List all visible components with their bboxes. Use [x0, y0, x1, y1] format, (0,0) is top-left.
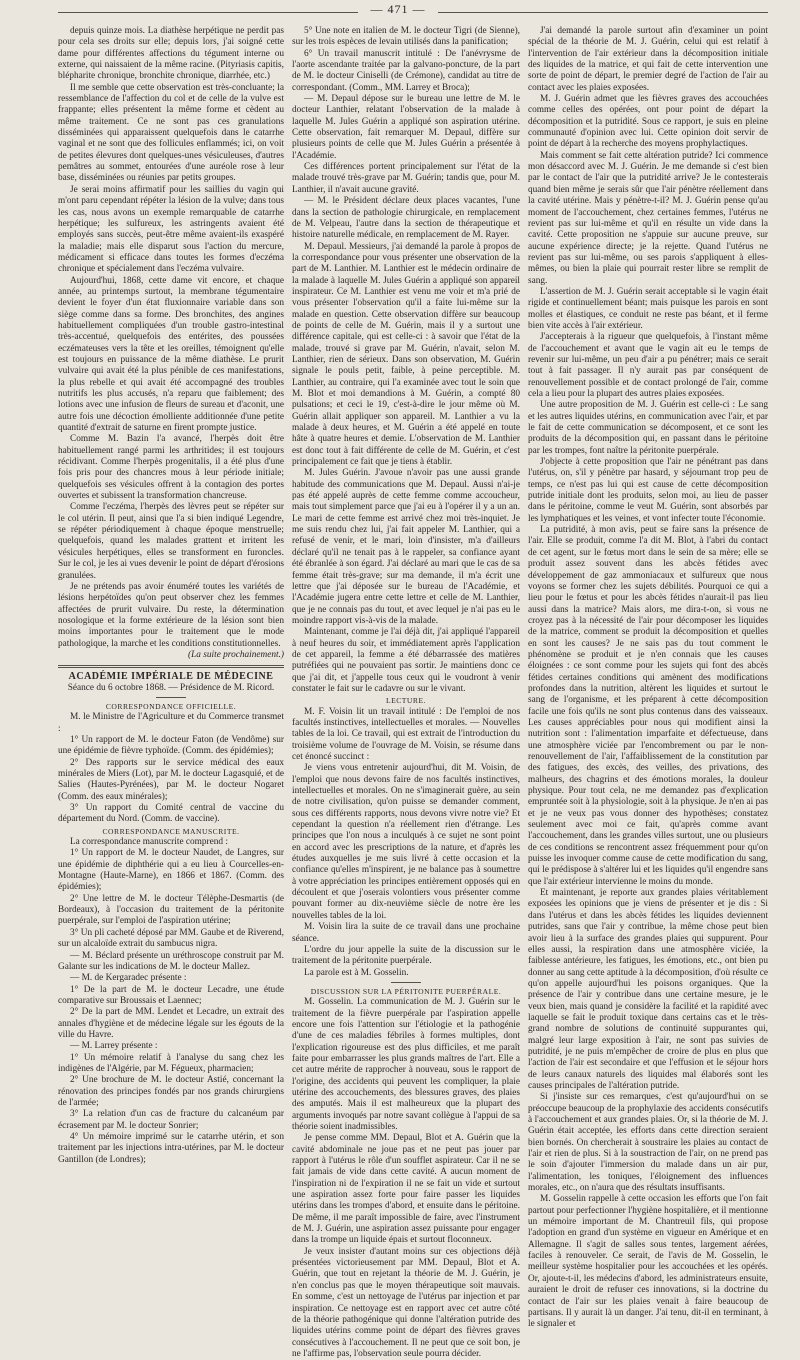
official-correspondence-items [58, 712, 284, 825]
correspondence-item: — M. Béclard présente un uréthroscope construit par M. Galante sur les indications de M. le docteur Mallez. [58, 950, 284, 972]
paragraph: Je ne prétends pas avoir énuméré toutes les variétés de lésions herpétoïdes qu'on peut observer chez les femmes affectées de prurit vulvaire. Du reste, la détermination nosologique et la forme extérieure de la lésion sont bien moins importantes pour le traitement que le mode pathologique, la marche et les conditions constitutionnelles. [58, 581, 284, 649]
paragraph: Comme l'eczéma, l'herpès des lèvres peut se répéter sur le col utérin. Il peut, ainsi que l'a si bien indiqué Legendre, se répéter périodiquement à chaque époque menstruelle; quelquefois, quand les malades grattent et irritent les vésicules herpétiques, elles se transforment en furoncles. Sur le col, je les ai vues devenir le point de départ d'érosions granulées. [58, 502, 284, 581]
paragraph: — M. le Président déclare deux places vacantes, l'une dans la section de pathologie chirurgicale, en remplacement de M. Velpeau, l'autre dans la section de thérapeutique et histoire naturelle médicale, en remplacement de M. Rayer. [292, 196, 520, 241]
paragraph: M. Voisin lira la suite de ce travail dans une prochaine séance. [292, 922, 520, 944]
paragraph: Maintenant, comme je l'ai déjà dit, j'ai appliqué l'appareil à neuf heures du soir, et immédiatement après l'application de cet appareil, la femme a été débarrassée des matières putréfiées qui ne pouvaient pas sortir. Je maintiens donc ce que j'ai dit, et j'appelle tous ceux qui le voudront à venir constater le fait sur le cadavre ou sur le vivant. [292, 627, 520, 694]
session-line: Séance du 6 octobre 1868. — Présidence de M. Ricord. [67, 682, 275, 693]
correspondence-item: 2° Une brochure de M. le docteur Astié, concernant la rénovation des principes fondés par nos grands chirurgiens de l'armée; [58, 1075, 284, 1108]
paragraph: depuis quinze mois. La diathèse herpétique ne perdit pas pour cela ses droits sur elle; depuis lors, j'ai soigné cette dame pour différentes affections du tégument interne ou externe, qui naissaient de la même racine. (Pityriasis capitis, blépharite chronique, bronchite chronique, diarrhée, etc.) [58, 26, 284, 82]
correspondence-item: 2° De la part de MM. Lendet et Lecadre, un extrait des annales d'hygiène et de médecine légale sur les égouts de la ville du Havre. [58, 1007, 284, 1040]
paragraph: La parole est à M. Gosselin. [304, 967, 409, 978]
paragraph: Je serai moins affirmatif pour les saillies du vagin qui m'ont paru cependant répéter la lésion de la vulve; dans tous les cas, nous avons un exemple remarquable de catarrhe herpétique; les sulfureux, les astringents avaient été employés sans succès, peut-être même avaient-ils exaspéré la maladie; mais elle disparut sous l'action du mercure, médicament si efficace dans toutes les formes d'eczéma chronique et spécialement dans l'eczéma vulvaire. [58, 184, 284, 275]
correspondence-item: 2° Des rapports sur le service médical des eaux minérales de Miers (Lot), par M. le docteur Lagasquié, et de Salies (Hautes-Pyrénées), par M. le docteur Nogaret (Comm. des eaux minérales); [58, 757, 284, 802]
correspondence-item: La correspondance manuscrite comprend : [70, 837, 228, 848]
paragraph: J'accepterais à la rigueur que quelquefois, à l'instant même de l'accouchement et avant que le vagin ait eu le temps de revenir sur lui-même, un peu d'air a pu pénétrer; mais ce serait tout à fait passager. Il n'y aurait pas par conséquent de renouvellement possible et de contact prolongé de l'air, comme cela a lieu pour la plupart des autres plaies exposées. [528, 332, 768, 399]
paragraph: Je viens vous entretenir aujourd'hui, dit M. Voisin, de l'emploi que nous devons faire de nos facultés instinctives, intellectuelles et morales. On ne s'imaginerait guère, au sein de notre civilisation, qu'on puisse se demander comment, sous ces différents rapports, nous devons vivre notre vie? Et cependant la question n'a réellement rien d'étrange. Les principes que l'on nous a inculqués à ce sujet ne sont point en accord avec les prescriptions de la nature, et d'après les études auxquelles je me suis livré à cette occasion et la confiance qu'elles m'inspirent, je ne balance pas à soumettre à votre appréciation les principes entièrement opposés qui en découlent et que j'oserais volontiers vous présenter comme pouvant former au dix-neuvième siècle de notre ère les nouvelles tables de la loi. [292, 763, 520, 921]
section-divider [58, 665, 284, 668]
manuscript-correspondence-heading: CORRESPONDANCE MANUSCRITE. [102, 826, 240, 836]
discussion-paragraphs [292, 997, 520, 1360]
page-number: — 471 — [370, 2, 426, 16]
column-1-paragraphs [58, 26, 284, 650]
paragraph: Je pense comme MM. Depaul, Blot et A. Guérin que la cavité abdominale ne joue pas et ne peut pas jouer par rapport à l'utérus le rôle d'un soufflet aspirateur. Car il ne se fait jamais de vide dans cette cavité. A aucun moment de l'inspiration ni de l'expiration il ne se fait un vide et surtout une aspiration assez forte pour faire passer les liquides utérins dans les trompes d'abord, et ensuite dans le péritoine. De même, il me paraît impossible de faire, avec l'instrument de M. J. Guérin, une aspiration assez puissante pour engager dans la trompe un liquide épais et surtout floconneux. [292, 1133, 520, 1246]
correspondence-item: 1° Un rapport de M. le docteur Faton (de Vendôme) sur une épidémie de fièvre typhoïde. (Comm. des épidémies); [58, 734, 284, 757]
correspondence-item: 3° Un rapport du Comité central de vaccine du département du Nord. (Comm. de vaccine). [58, 803, 284, 825]
short-divider [391, 982, 421, 983]
paragraph: Aujourd'hui, 1868, cette dame vit encore, et chaque année, au printemps surtout, la membrane tégumentaire devient le foyer d'un état fluxionnaire variable dans son siège comme dans sa forme. Des bronchites, des angines habituellement compliquées d'un trouble gastro-intestinal très-accentué, quelquefois des entérites, des poussées eczémateuses vers la tête et les oreilles, témoignent qu'elle est toujours en puissance de la même diathèse. Le prurit vulvaire qui avait été la plus pénible de ces manifestations, la plus rebelle et qui avait été accompagné des troubles nutritifs les plus accusés, n'a reparu que faiblement; des lotions avec une infusion de fleurs de sureau et d'aconit, une autre fois une décoction émolliente additionnée d'une petite quantité d'extrait de saturne en firent prompte justice. [58, 275, 284, 434]
paragraph: M. Depaul. Messieurs, j'ai demandé la parole à propos de la correspondance pour vous présenter une observation de la part de M. Lanthier. M. Lanthier est le médecin ordinaire de la malade à laquelle M. Jules Guérin a appliqué son appareil inspirateur. Ce M. Lanthier est venu me voir et m'a prié de vous présenter l'observation qu'il a faite lui-même sur la malade en question. Cette observation diffère sur beaucoup de points de celle de M. Guérin, mais il y a surtout une différence capitale, qui est celle-ci : à savoir que l'état de la malade, trouvé si grave par M. Guérin, n'avait, selon M. Lanthier, rien de sérieux. Dans son observation, M. Guérin signale le pouls petit, faible, à peine perceptible. M. Lanthier, au contraire, qui l'a examinée avec tout le soin que M. Blot et moi demandions à M. Guérin, a compté 80 pulsations; et ceci le 19, c'est-à-dire le jour même où M. Guérin allait appliquer son appareil. M. Lanthier a vu la malade à deux heures, et M. Guérin a été appelé en toute hâte à quatre heures et demie. L'observation de M. Lanthier est donc tout à fait différente de celle de M. Guérin, et c'est principalement ce fait que je tiens à établir. [292, 241, 520, 468]
paragraph: Je veux insister d'autant moins sur ces objections déjà présentées victorieusement par MM. Depaul, Blot et A. Guérin, que tout en rejetant la théorie de M. J. Guérin, je n'en conclus pas que le moyen thérapeutique soit mauvais. En somme, c'est un nettoyage de l'utérus par injection et par inspiration. Ce nettoyage est en rapport avec cet autre côté de la théorie pathogénique qui donne l'altération putride des liquides utérins comme point de départ des fièvres graves consécutives à l'accouchement. Il ne peut que ce soit bon, je ne l'affirme pas, l'observation seule pourra décider. [292, 1246, 520, 1359]
paragraph: 5° Une note en italien de M. le docteur Tigri (de Sienne), sur les trois espèces de levain utilisés dans la panification; [292, 26, 520, 48]
paragraph: L'assertion de M. J. Guérin serait acceptable si le vagin était rigide et continuellement béant; mais puisque les parois en sont molles et élastiques, ce conduit ne reste pas béant, et il ferme bien vite accès à l'air extérieur. [528, 286, 768, 331]
paragraph: M. F. Voisin lit un travail intitulé : De l'emploi de nos facultés instinctives, intellectuelles et morales. — Nouvelles tables de la loi. Ce travail, qui est extrait de l'introduction du troisième volume de l'ouvrage de M. Voisin, se résume dans cet énoncé succinct : [292, 706, 520, 762]
column-1 [58, 26, 284, 1165]
lecture-paragraphs [292, 707, 520, 979]
header-rule-right [438, 12, 768, 13]
lecture-heading: LECTURE. [385, 696, 427, 706]
paragraph: La putridité, à mon avis, peut se faire sans la présence de l'air. Elle se produit, comme l'a dit M. Blot, à l'abri du contact de cet agent, sur le fœtus mort dans le sein de sa mère; elle se produit assez souvent dans les abcès fétides avec développement de gaz ammoniacaux et sulfureux que nous voyons se former chez les sujets débilités. Pourquoi ce qui a lieu pour le fœtus et pour les abcès fétides n'aurait-il pas lieu aussi dans la matrice? Mais alors, me dira-t-on, si vous ne croyez pas à la nécessité de l'air pour décomposer les liquides de la matrice, comment se produit la décomposition et quelles en sont les causes? Je ne sais pas du tout comment le phénomène se produit et je n'en connais que les causes éloignées : ce sont comme pour les sujets qui font des abcès fétides certaines conditions qui amènent des modifications profondes dans la nutrition, altèrent les liquides et surtout le sang de l'organisme, et les préparent à cette décomposition facile une fois qu'ils ne sont plus contenus dans des vaisseaux. Les causes appréciables pour nous qui modifient ainsi la nutrition sont : l'alimentation imparfaite et défectueuse, dans une atmosphère viciée par l'encombrement ou par le non-renouvellement de l'air, l'affaiblissement de la constitution par des fatigues, des excès, des veilles, des privations, des malheurs, des chagrins et des émotions morales, la douleur physique. Pour tout cela, ne me demandez pas d'explication empruntée soit à la physiologie, soit à la physique. Je n'en ai pas et je ne veux pas vous donner des hypothèses; constatez seulement avec moi ce fait, qu'après comme avant l'accouchement, dans les grandes villes surtout, une ou plusieurs de ces conditions se rencontrent assez fréquemment pour qu'on puisse les invoquer comme cause de cette modification du sang, qui le prédispose à s'altérer lui et les liquides qu'il engendre sans que l'air extérieur intervienne le moins du monde. [528, 525, 768, 887]
correspondence-item: 1° Un rapport de M. le docteur Naudet, de Langres, sur une épidémie de diphthérie qui a eu lieu à Courcelles-en-Montagne (Haute-Marne), en 1866 et 1867. (Comm. des épidémies); [58, 848, 284, 893]
official-correspondence-heading: CORRESPONDANCE OFFICIELLE. [105, 701, 237, 711]
column-3-paragraphs [528, 26, 768, 1331]
correspondence-item: — M. de Kergaradec présente : [70, 973, 187, 984]
paragraph: J'objecte à cette proposition que l'air ne pénétrant pas dans l'utérus, on, s'il y pénètre par hasard, y séjournant trop peu de temps, ce n'est pas lui qui est cause de cette décomposition putride initiale dont les produits, selon moi, au lieu de passer dans le péritoine, comme le veut M. Guérin, sont absorbés par les lymphatiques et les veines, et vont infecter toute l'économie. [528, 457, 768, 524]
correspondence-item: 1° Un mémoire relatif à l'analyse du sang chez les indigènes de l'Algérie, par M. Fégueux, pharmacien; [58, 1052, 284, 1074]
paragraph: J'ai demandé la parole surtout afin d'examiner un point spécial de la théorie de M. J. Guérin, celui qui est relatif à l'intervention de l'air extérieur dans la décomposition initiale des liquides de la matrice, et qui fait de cette intervention une sorte de point de départ, le premier degré de l'action de l'air au contact avec les plaies exposées. [528, 26, 768, 93]
paragraph: Et maintenant, je reporte aux grandes plaies véritablement exposées les opinions que je viens de présenter et je dis : Si dans l'utérus et dans les abcès fétides les liquides deviennent putrides, sans que l'air y contribue, la même chose peut bien avoir lieu à la surface des grandes plaies qui suppurent. Pour elles aussi, la respiration dans une atmosphère viciée, la faiblesse antérieure, les fatigues, les émotions, etc., ont bien pu donner au sang cette aptitude à la décomposition, d'où résulte ce qu'on appelle aujourd'hui les poisons organiques. Que la présence de l'air y contribue dans une certaine mesure, je le veux bien, mais quand je considère la facilité et la rapidité avec laquelle se fait le produit toxique dans certains cas et le très-grand nombre de solutions de continuité suppurantes qui, malgré leur large exposition à l'air, ne sont pas suivies de putridité, je ne puis m'empêcher de croire de plus en plus que l'action de l'air est secondaire et que l'effusion et le séjour hors de leurs canaux naturels des liquides mal élaborés sont les causes principales de l'altération putride. [528, 888, 768, 1091]
paragraph: — M. Depaul dépose sur le bureau une lettre de M. le docteur Lanthier, relatant l'observation de la malade à laquelle M. Jules Guérin a appliqué son aspiration utérine. Cette observation, fait remarquer M. Depaul, diffère sur plusieurs points de celle que M. Jules Guérin a présentée à l'Académie. [292, 94, 520, 161]
paragraph: Ces différences portent principalement sur l'état de la malade trouvé très-grave par M. Guérin; tandis que, pour M. Lanthier, il n'avait aucune gravité. [292, 162, 520, 195]
correspondence-item: 2° Une lettre de M. le docteur Télèphe-Desmartis (de Bordeaux), à l'occasion du traitement de la péritonite puerpérale, sur l'emploi de l'aspiration utérine; [58, 893, 284, 927]
paragraph: Si j'insiste sur ces remarques, c'est qu'aujourd'hui on se préoccupe beaucoup de la prophylaxie des accidents consécutifs à l'accouchement et aux grandes plaies. Or, si la théorie de M. J. Guérin était acceptée, les efforts dans cette direction seraient bien bornés. On chercherait à soustraire les plaies au contact de l'air et rien de plus. Si à la soustraction de l'air, on ne prend pas le soin d'ajouter l'immersion du malade dans un air pur, l'alimentation, les toniques, l'éloignement des influences morales, etc., on n'aura que des résultats insuffisants. [528, 1092, 768, 1194]
manuscript-correspondence-items [58, 837, 284, 1166]
paragraph: L'ordre du jour appelle la suite de la discussion sur le traitement de la péritonite puerpérale. [292, 944, 520, 967]
correspondence-item: 4° Un mémoire imprimé sur le catarrhe utérin, et son traitement par les injections intra-utérines, par M. le docteur Gantillon (de Londres); [58, 1132, 284, 1165]
paragraph: Mais comment se fait cette altération putride? Ici commence mon désaccord avec M. J. Guérin. Je me demande si c'est bien par le contact de l'air que la putridité arrive? Je le contesterais quand bien même je serais sûr que l'air pénètre réellement dans la cavité utérine. Mais y pénètre-t-il? M. J. Guérin pense qu'au moment de l'accouchement, chez certaines femmes, l'utérus ne revient pas sur lui-même et qu'il en résulte un vide dans la cavité. Cette proposition ne s'appuie sur aucune preuve, sur aucune expérience directe; je la rejette. Quand l'utérus ne revient pas sur lui-même, ou ses parois s'appliquent à elles-mêmes, ou bien la plaie qui pourrait rester libre se remplit de sang. [528, 150, 768, 286]
correspondence-item: M. le Ministre de l'Agriculture et du Commerce transmet : [58, 712, 284, 734]
paragraph: M. Gosselin rappelle à cette occasion les efforts que l'on fait partout pour perfectionner l'hygiène hospitalière, et il mentionne un mémoire important de M. Chantreuil fils, qui propose l'adoption en grand d'un système en vigueur en Amérique et en Allemagne. Il s'agit de salles sous tentes, largement aérées, faciles à renouveler. Ce serait, de l'avis de M. Gosselin, le meilleur système hospitalier pour les accouchées et les opérés. Or, ajoute-t-il, les médecins d'abord, les administrateurs ensuite, auraient le droit de refuser ces innovations, si la doctrine du contact de l'air sur les plaies venait à faire beaucoup de partisans. Il y aurait là un danger. J'ai tenu, dit-il en terminant, à le signaler et [528, 1194, 768, 1330]
academy-heading: ACADÉMIE IMPÉRIALE DE MÉDECINE [68, 671, 274, 683]
correspondence-item: 3° La relation d'un cas de fracture du calcanéum par écrasement par M. le docteur Sonrier; [58, 1109, 284, 1131]
correspondence-item: 3° Un pli cacheté déposé par MM. Gaube et de Riverend, sur un alcaloïde extrait du sambucus nigra. [58, 927, 284, 950]
to-be-continued-note: (La suite prochainement.) [188, 649, 284, 660]
running-head [0, 0, 800, 22]
column-2-paragraphs [292, 26, 520, 695]
paragraph: M. Jules Guérin. J'avoue n'avoir pas une aussi grande habitude des communications que M. Depaul. Aussi n'ai-je pas été appelé auprès de cette femme comme accoucheur, mais tout simplement parce que j'ai eu à l'opérer il y a un an. Le mari de cette femme est arrivé chez moi très-inquiet. Je me suis rendu chez lui, j'ai fait appeler M. Lanthier, qui a refusé de venir, et le mari, loin d'insister, m'a d'ailleurs déclaré qu'il ne tenait pas à le rappeler, sa confiance ayant été ébranlée à son égard. J'ai déclaré au mari que le cas de sa femme était très-grave; sur ma demande, il m'a écrit une lettre que j'ai déposée sur le bureau de l'Académie, et l'Académie jugera entre cette lettre et celle de M. Lanthier, que je ne connais pas du tout, et avec lequel je n'ai pas eu le moindre rapport vis-à-vis de la malade. [292, 468, 520, 626]
header-rule-left [58, 12, 358, 13]
column-2 [292, 26, 520, 1359]
paragraph: 6° Un travail manuscrit intitulé : De l'anévrysme de l'aorte ascendante traitée par la galvano-poncture, de la part de M. le docteur Ciniselli (de Crémone), candidat au titre de correspondant. (Comm., MM. Larrey et Broca); [292, 48, 520, 93]
short-divider [156, 697, 186, 698]
discussion-heading: DISCUSSION SUR LA PÉRITONITE PUERPÉRALE. [310, 986, 502, 996]
correspondence-item: — M. Larrey présente : [70, 1041, 158, 1052]
paragraph: Comme M. Bazin l'a avancé, l'herpès doit être habituellement rangé parmi les arthritides; il est toujours récidivant. Comme l'herpès progenitalis, il a été plus d'une fois pris pour des chancres mous à leur période initiale; quelquefois ses vésicules offrent à la contagion des portes ouvertes et subissent la transformation chancreuse. [58, 434, 284, 502]
paragraph: Il me semble que cette observation est très-concluante; la ressemblance de l'affection du col et de celle de la vulve est frappante; elles présentent la même forme et cèdent au même traitement. Ce ne sont pas ces granulations disséminées qui apparaissent quelquefois dans le catarrhe vaginal et ne sont que des follicules enflammés; ici, on voit de petites élevures dont quelques-unes vésiculeuses, d'autres pemâtres au sommet, entourées d'une auréole rose à leur base, disséminées ou réunies par petits groupes. [58, 82, 284, 184]
paragraph: Une autre proposition de M. J. Guérin est celle-ci : Le sang et les autres liquides utérins, en communication avec l'air, et par le fait de cette communication se décomposent, et ce sont les produits de la décomposition qui, en passant dans le péritoine par les trompes, font naître la péritonite puerpérale. [528, 400, 768, 456]
correspondence-item: 1° De la part de M. le docteur Lecadre, une étude comparative sur Broussais et Laennec; [58, 984, 284, 1006]
column-3 [528, 26, 768, 1330]
paragraph: M. J. Guérin admet que les fièvres graves des accouchées comme celles des opérées, ont pour point de départ la décomposition et la putridité. Sous ce rapport, je suis en pleine communauté d'opinion avec lui. Cette opinion doit servir de point de départ à la recherche des moyens prophylactiques. [528, 94, 768, 150]
paragraph: M. Gosselin. La communication de M. J. Guérin sur le traitement de la fièvre puerpérale par l'aspiration appelle encore une fois l'attention sur l'étiologie et la pathogénie d'une de ces maladies fébriles à formes multiples, dont l'explication rigoureuse est des plus difficiles, et me paraît faite pour embarrasser les plus grands maîtres de l'art. Elle a cet autre mérite de rapprocher à nouveau, sous le rapport de l'origine, des accidents qui peuvent les compliquer, la plaie utérine des accouchements, des blessures graves, des plaies des amputés. Mais il est malheureux que la plupart des arguments invoqués par notre savant collègue à l'appui de sa théorie soient inadmissibles. [292, 997, 520, 1132]
